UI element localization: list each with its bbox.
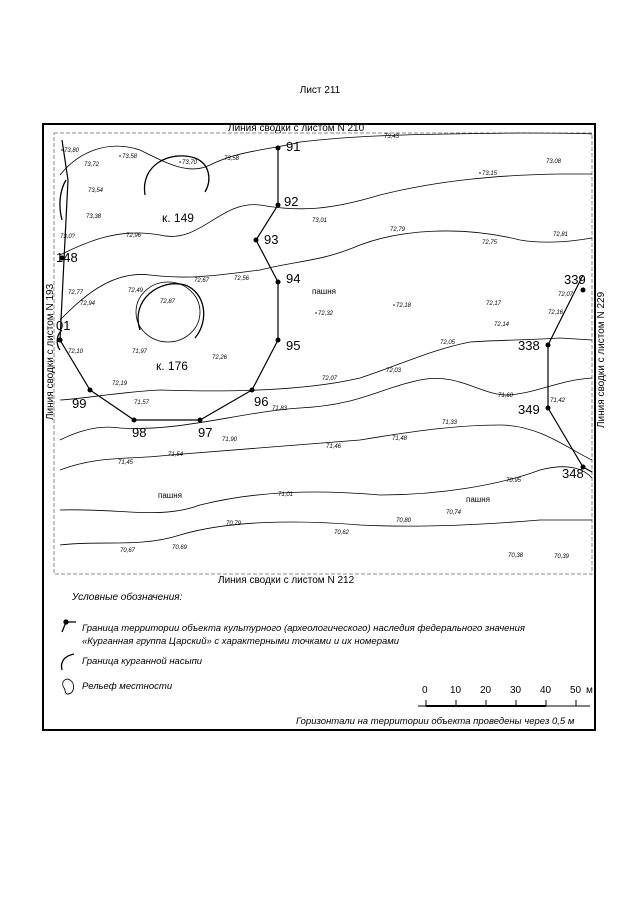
elevation-label: 71,46 — [326, 444, 342, 450]
scale-unit-label: м — [586, 685, 593, 696]
elevation-label: 72,67 — [194, 278, 210, 284]
scale-tick-label: 0 — [422, 685, 428, 696]
point-97 — [198, 418, 203, 423]
point-99 — [88, 388, 93, 393]
scale-tick-label: 20 — [480, 685, 492, 696]
elevation-label: 71,90 — [222, 437, 238, 443]
elevation-label: 73,58 — [122, 154, 138, 160]
elevation-label: 73,43 — [384, 134, 400, 140]
elevation-label: 72,56 — [234, 276, 250, 282]
point-96 — [250, 388, 255, 393]
point-91 — [276, 146, 281, 151]
elevation-label: 71,54 — [168, 452, 184, 458]
point-92 — [276, 203, 281, 208]
point-label: 98 — [132, 425, 147, 440]
elevation-dot — [315, 312, 317, 314]
scale-tick-label: 40 — [540, 685, 552, 696]
elevation-label: 71,60 — [498, 393, 514, 399]
point-label: 95 — [286, 338, 301, 353]
point-label: 01 — [56, 318, 71, 333]
elevation-label: 71,01 — [278, 492, 294, 498]
elevation-label: 72,18 — [396, 303, 412, 309]
mound-arc-icon — [62, 654, 75, 670]
elevation-label: 73,38 — [86, 214, 102, 220]
elevation-label: 73,80 — [64, 148, 80, 154]
point-label: 348 — [562, 466, 584, 481]
elevation-label: 72,19 — [112, 381, 128, 387]
elevation-dot — [393, 304, 395, 306]
elevation-label: 71,83 — [272, 406, 288, 412]
point-label: 148 — [56, 250, 78, 265]
legend-text: Рельеф местности — [82, 681, 173, 692]
point-label: 97 — [198, 425, 213, 440]
elevation-label: 72,14 — [494, 322, 510, 328]
elevation-label: 72,75 — [482, 240, 498, 246]
point-label: 93 — [264, 232, 279, 247]
contour-interval-note: Горизонтали на территории объекта проведены через 0,5 м — [296, 716, 575, 727]
elevation-label: 72,26 — [212, 355, 228, 361]
legend-text: «Курганная группа Царский» с характерными точками и их номерами — [82, 636, 400, 647]
scale-bar-labels — [422, 685, 593, 696]
legend-text: Граница курганной насыпи — [82, 656, 203, 667]
elevation-label: 71,48 — [392, 436, 408, 442]
contour-line — [60, 338, 592, 400]
scale-tick-label: 30 — [510, 685, 522, 696]
elevation-label: 70,62 — [334, 530, 350, 536]
mound-arc-left — [60, 180, 66, 220]
elevation-label: 71,33 — [442, 420, 458, 426]
elevation-label: 73,72 — [84, 162, 100, 168]
elevation-label: 71,42 — [550, 398, 566, 404]
elevation-label: 72,10 — [68, 349, 84, 355]
sheet-title: Лист 211 — [299, 85, 341, 96]
contour-line — [60, 133, 592, 175]
elevation-label: 72,07 — [322, 376, 338, 382]
point-label: 94 — [286, 271, 301, 286]
legend-symbols — [62, 620, 77, 694]
boundary-line-icon-dot — [64, 620, 68, 624]
elevation-label: 73,58 — [224, 156, 240, 162]
point-label: 92 — [284, 194, 299, 209]
edge-label-left: Линия сводки с листом N 193 — [45, 283, 56, 420]
legend-title: Условные обозначения: — [72, 592, 183, 603]
scale-tick-label: 10 — [450, 685, 462, 696]
elevation-label: 72,79 — [390, 227, 406, 233]
legend-text: Граница территории объекта культурного (археологического) наследия федерального значения — [82, 623, 525, 634]
edge-label-bottom: Линия сводки с листом N 212 — [218, 575, 355, 586]
elevation-label: 70,79 — [226, 521, 242, 527]
elevation-label: 71,97 — [132, 349, 148, 355]
point-98 — [132, 418, 137, 423]
field-label: пашня — [466, 495, 490, 504]
elevation-dot — [119, 155, 121, 157]
scale-bar — [418, 700, 590, 706]
scale-tick-label: 50 — [570, 685, 582, 696]
mound-label: к. 149 — [162, 211, 194, 225]
elevation-label: 73,0? — [60, 234, 76, 240]
elevation-label: 70,69 — [172, 545, 188, 551]
elevation-label: 73,15 — [482, 171, 498, 177]
elevation-label: 70,39 — [554, 554, 570, 560]
mound-outline-176 — [136, 282, 200, 342]
elevation-label: 70,67 — [120, 548, 136, 554]
elevation-dot — [479, 172, 481, 174]
elevation-dot — [61, 149, 63, 151]
elevation-label: 73,54 — [88, 188, 104, 194]
point-338 — [546, 343, 551, 348]
edge-label-right: Линия сводки с листом N 229 — [596, 291, 607, 428]
elevation-label: 72,49 — [128, 288, 144, 294]
point-label: 91 — [286, 139, 301, 154]
mound-arc-149 — [144, 156, 208, 195]
contour-line — [60, 520, 592, 545]
edge-label-top: Линия сводки с листом N 210 — [228, 123, 365, 134]
elevation-label: 73,08 — [546, 159, 562, 165]
point-339 — [581, 288, 586, 293]
elevation-marks — [60, 134, 574, 560]
elevation-label: 72,03 — [386, 368, 402, 374]
field-label: пашня — [158, 491, 182, 500]
contour-line — [60, 467, 592, 513]
elevation-label: 73,01 — [312, 218, 328, 224]
elevation-label: 72,16 — [548, 310, 564, 316]
relief-icon — [63, 679, 74, 694]
elevation-label: 72,77 — [68, 290, 84, 296]
point-label: 339 — [564, 272, 586, 287]
point-95 — [276, 338, 281, 343]
point-label: 349 — [518, 402, 540, 417]
elevation-label: 72,05 — [440, 340, 456, 346]
point-94 — [276, 280, 281, 285]
elevation-dot — [179, 161, 181, 163]
elevation-label: 70,95 — [506, 478, 522, 484]
elevation-label: 72,81 — [553, 232, 569, 238]
elevation-label: 72,87 — [160, 299, 176, 305]
point-93 — [254, 238, 259, 243]
contour-line — [60, 174, 592, 255]
elevation-label: 71,45 — [118, 460, 134, 466]
point-label: 338 — [518, 338, 540, 353]
elevation-label: 72,32 — [318, 311, 334, 317]
elevation-label: 72,07 — [558, 292, 574, 298]
point-label: 99 — [72, 396, 87, 411]
elevation-label: 70,74 — [446, 510, 462, 516]
elevation-label: 72,17 — [486, 301, 502, 307]
mound-label: к. 176 — [156, 359, 188, 373]
point-349 — [546, 406, 551, 411]
elevation-label: 72,94 — [80, 301, 96, 307]
point-labels — [56, 139, 586, 481]
field-label: пашня — [312, 287, 336, 296]
elevation-label: 73,70 — [182, 160, 198, 166]
mound-arcs — [57, 156, 209, 350]
elevation-label: 70,80 — [396, 518, 412, 524]
point-01 — [58, 338, 63, 343]
elevation-label: 70,38 — [508, 553, 524, 559]
elevation-label: 71,57 — [134, 400, 150, 406]
point-label: 96 — [254, 394, 269, 409]
elevation-label: 72,96 — [126, 233, 142, 239]
